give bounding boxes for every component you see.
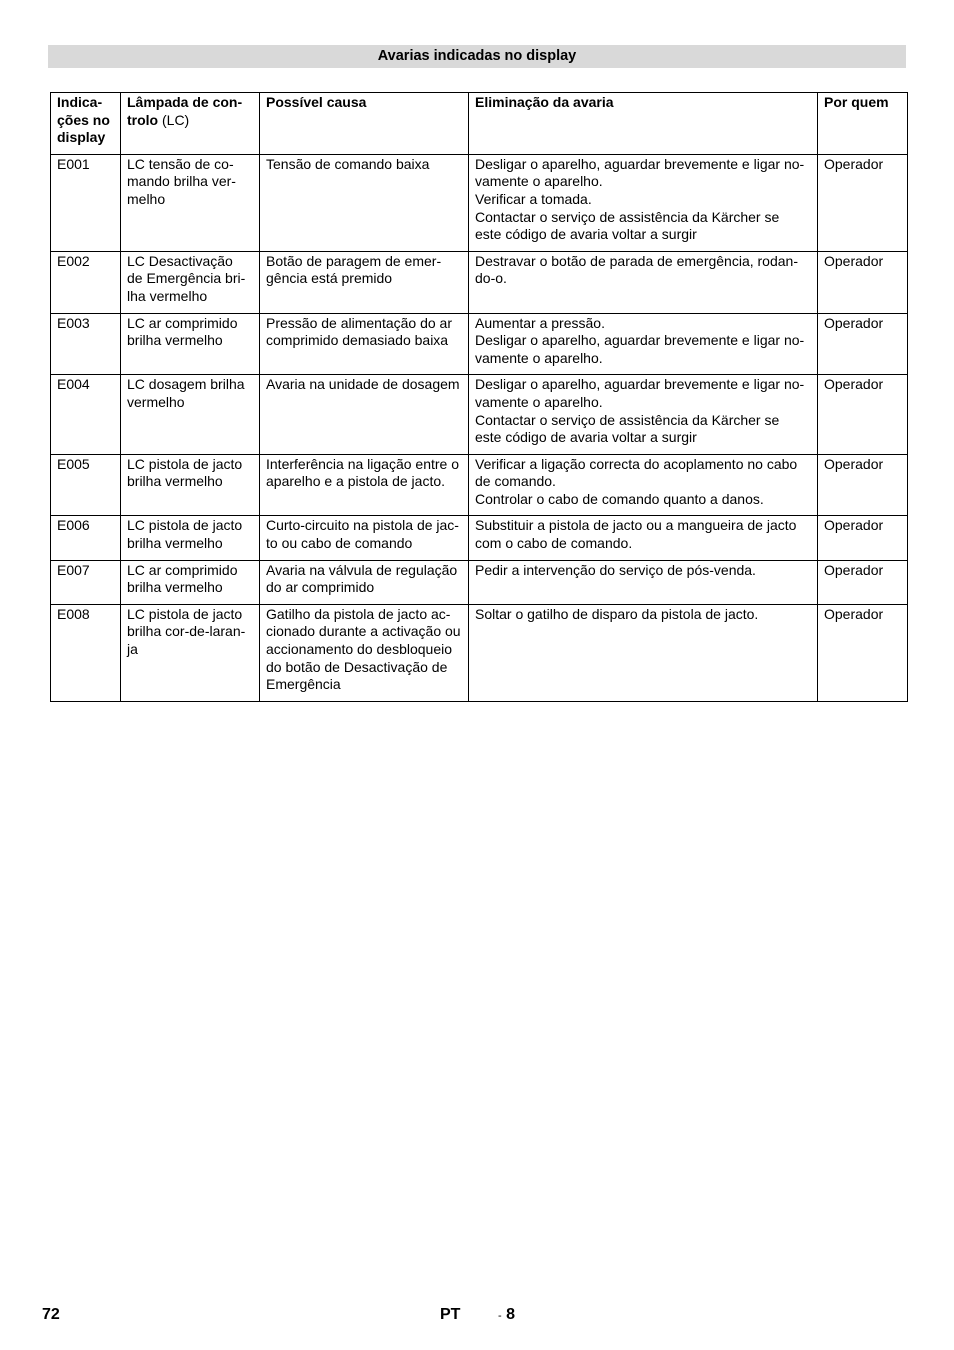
cell-by: Operador bbox=[818, 313, 908, 375]
header-display: Indica- ções no display bbox=[51, 93, 121, 155]
sub-page-value: 8 bbox=[506, 1306, 516, 1323]
cell-cause: Interferência na ligação entre o aparelho e a pistola de jacto. bbox=[260, 454, 469, 516]
header-cause: Possível causa bbox=[260, 93, 469, 155]
cell-code: E004 bbox=[51, 375, 121, 454]
cell-code: E003 bbox=[51, 313, 121, 375]
cell-remedy: Desligar o aparelho, aguardar brevemente e ligar no- vamente o aparelho. Contactar o serviço de assistência da Kärcher se este código de avaria voltar a surgir bbox=[469, 375, 818, 454]
cell-by: Operador bbox=[818, 454, 908, 516]
table-row bbox=[51, 604, 908, 701]
table-header-row bbox=[51, 93, 908, 155]
header-remedy: Eliminação da avaria bbox=[469, 93, 818, 155]
cell-cause: Pressão de alimentação do ar comprimido demasiado baixa bbox=[260, 313, 469, 375]
cell-lamp: LC tensão de co- mando brilha ver- melho bbox=[121, 154, 260, 251]
language-code: PT bbox=[440, 1306, 461, 1323]
cell-cause: Tensão de comando baixa bbox=[260, 154, 469, 251]
table-row bbox=[51, 154, 908, 251]
table-row bbox=[51, 454, 908, 516]
cell-remedy: Soltar o gatilho de disparo da pistola de jacto. bbox=[469, 604, 818, 701]
page-number: 72 bbox=[42, 1306, 60, 1323]
cell-code: E007 bbox=[51, 560, 121, 604]
cell-lamp: LC Desactivação de Emergência bri- lha vermelho bbox=[121, 251, 260, 313]
cell-code: E001 bbox=[51, 154, 121, 251]
header-lamp bbox=[121, 93, 260, 155]
sub-page-dash: - bbox=[498, 1310, 502, 1322]
cell-code: E008 bbox=[51, 604, 121, 701]
sub-page-number bbox=[498, 1306, 515, 1324]
cell-remedy: Verificar a ligação correcta do acoplamento no cabo de comando. Controlar o cabo de comando quanto a danos. bbox=[469, 454, 818, 516]
cell-remedy: Aumentar a pressão. Desligar o aparelho, aguardar brevemente e ligar no- vamente o aparelho. bbox=[469, 313, 818, 375]
table-row bbox=[51, 516, 908, 560]
cell-cause: Gatilho da pistola de jacto ac- cionado durante a activação ou accionamento do desbloqueio do botão de Desactivação de Emergência bbox=[260, 604, 469, 701]
cell-cause: Botão de paragem de emer- gência está premido bbox=[260, 251, 469, 313]
cell-remedy: Desligar o aparelho, aguardar brevemente e ligar no- vamente o aparelho. Verificar a tomada. Contactar o serviço de assistência da Kärcher se este código de avaria voltar a surgir bbox=[469, 154, 818, 251]
table-row bbox=[51, 560, 908, 604]
cell-by: Operador bbox=[818, 251, 908, 313]
header-lamp-normal: (LC) bbox=[158, 111, 190, 128]
cell-remedy: Destravar o botão de parada de emergência, rodan- do-o. bbox=[469, 251, 818, 313]
table-row bbox=[51, 375, 908, 454]
cell-code: E002 bbox=[51, 251, 121, 313]
table-row bbox=[51, 313, 908, 375]
cell-by: Operador bbox=[818, 516, 908, 560]
cell-remedy: Substituir a pistola de jacto ou a mangueira de jacto com o cabo de comando. bbox=[469, 516, 818, 560]
cell-cause: Avaria na válvula de regulação do ar comprimido bbox=[260, 560, 469, 604]
cell-remedy: Pedir a intervenção do serviço de pós-venda. bbox=[469, 560, 818, 604]
cell-cause: Avaria na unidade de dosagem bbox=[260, 375, 469, 454]
fault-table bbox=[50, 92, 908, 702]
cell-cause: Curto-circuito na pistola de jac- to ou cabo de comando bbox=[260, 516, 469, 560]
cell-by: Operador bbox=[818, 154, 908, 251]
table-row bbox=[51, 251, 908, 313]
cell-lamp: LC dosagem brilha vermelho bbox=[121, 375, 260, 454]
cell-lamp: LC pistola de jacto brilha vermelho bbox=[121, 454, 260, 516]
cell-code: E005 bbox=[51, 454, 121, 516]
cell-lamp: LC ar comprimido brilha vermelho bbox=[121, 560, 260, 604]
cell-by: Operador bbox=[818, 560, 908, 604]
cell-lamp: LC ar comprimido brilha vermelho bbox=[121, 313, 260, 375]
cell-by: Operador bbox=[818, 604, 908, 701]
section-title: Avarias indicadas no display bbox=[48, 45, 906, 68]
cell-code: E006 bbox=[51, 516, 121, 560]
cell-by: Operador bbox=[818, 375, 908, 454]
cell-lamp: LC pistola de jacto brilha cor-de-laran- ja bbox=[121, 604, 260, 701]
header-by-whom: Por quem bbox=[818, 93, 908, 155]
header-lamp-bold: Lâmpada de con- trolo bbox=[127, 94, 243, 128]
cell-lamp: LC pistola de jacto brilha vermelho bbox=[121, 516, 260, 560]
